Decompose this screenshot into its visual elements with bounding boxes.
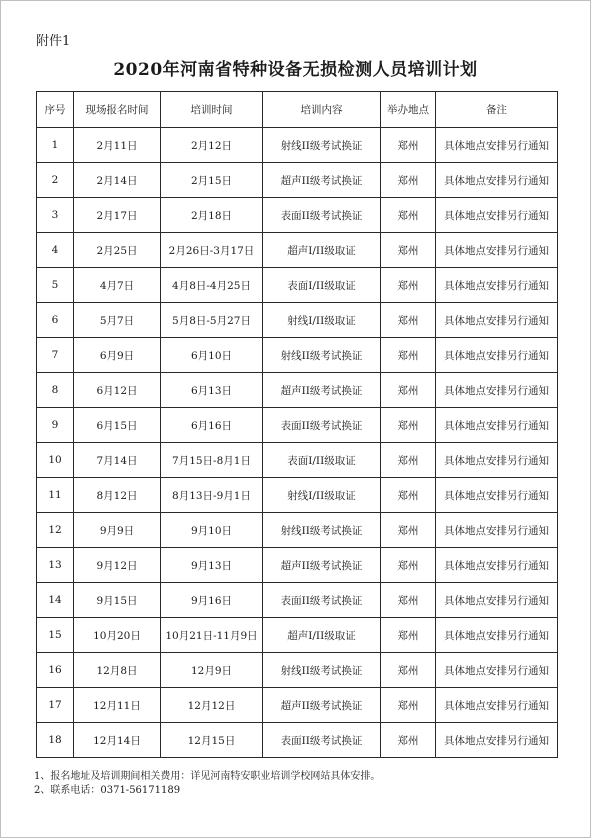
cell-training-content: 射线II级考试换证 bbox=[263, 653, 381, 688]
table-row bbox=[37, 548, 558, 583]
cell-remarks: 具体地点安排另行通知 bbox=[436, 338, 558, 373]
table-row bbox=[37, 653, 558, 688]
cell-location: 郑州 bbox=[381, 583, 436, 618]
cell-seq: 16 bbox=[37, 653, 74, 688]
cell-training-date: 2月26日-3月17日 bbox=[161, 233, 263, 268]
cell-training-content: 表面II级考试换证 bbox=[263, 408, 381, 443]
cell-location: 郑州 bbox=[381, 163, 436, 198]
cell-training-date: 12月15日 bbox=[161, 723, 263, 758]
table-row bbox=[37, 408, 558, 443]
cell-seq: 15 bbox=[37, 618, 74, 653]
cell-registration-date: 2月17日 bbox=[74, 198, 161, 233]
table-row bbox=[37, 688, 558, 723]
footnotes bbox=[34, 770, 380, 798]
header-seq: 序号 bbox=[37, 92, 74, 128]
table-row bbox=[37, 128, 558, 163]
cell-training-content: 超声II级考试换证 bbox=[263, 688, 381, 723]
cell-training-content: 表面II级考试换证 bbox=[263, 723, 381, 758]
cell-training-date: 2月15日 bbox=[161, 163, 263, 198]
cell-location: 郑州 bbox=[381, 408, 436, 443]
cell-training-content: 表面I/II级取证 bbox=[263, 268, 381, 303]
cell-registration-date: 12月11日 bbox=[74, 688, 161, 723]
document-title: 2020年河南省特种设备无损检测人员培训计划 bbox=[113, 60, 478, 80]
cell-remarks: 具体地点安排另行通知 bbox=[436, 548, 558, 583]
header-training-date: 培训时间 bbox=[161, 92, 263, 128]
cell-seq: 17 bbox=[37, 688, 74, 723]
cell-training-date: 5月8日-5月27日 bbox=[161, 303, 263, 338]
cell-training-content: 超声II级考试换证 bbox=[263, 548, 381, 583]
cell-training-date: 9月16日 bbox=[161, 583, 263, 618]
cell-location: 郑州 bbox=[381, 128, 436, 163]
cell-remarks: 具体地点安排另行通知 bbox=[436, 443, 558, 478]
cell-training-content: 超声I/II级取证 bbox=[263, 233, 381, 268]
header-location: 举办地点 bbox=[381, 92, 436, 128]
cell-registration-date: 8月12日 bbox=[74, 478, 161, 513]
cell-location: 郑州 bbox=[381, 443, 436, 478]
cell-registration-date: 2月14日 bbox=[74, 163, 161, 198]
cell-training-date: 6月13日 bbox=[161, 373, 263, 408]
table-row bbox=[37, 303, 558, 338]
cell-remarks: 具体地点安排另行通知 bbox=[436, 653, 558, 688]
cell-seq: 11 bbox=[37, 478, 74, 513]
cell-remarks: 具体地点安排另行通知 bbox=[436, 233, 558, 268]
cell-remarks: 具体地点安排另行通知 bbox=[436, 583, 558, 618]
cell-remarks: 具体地点安排另行通知 bbox=[436, 268, 558, 303]
cell-remarks: 具体地点安排另行通知 bbox=[436, 303, 558, 338]
footnote-2: 2、联系电话：0371-56171189 bbox=[34, 785, 181, 796]
table-row bbox=[37, 198, 558, 233]
cell-remarks: 具体地点安排另行通知 bbox=[436, 373, 558, 408]
cell-registration-date: 7月14日 bbox=[74, 443, 161, 478]
table-row bbox=[37, 513, 558, 548]
cell-location: 郑州 bbox=[381, 233, 436, 268]
cell-seq: 8 bbox=[37, 373, 74, 408]
cell-training-content: 射线II级考试换证 bbox=[263, 338, 381, 373]
cell-training-content: 射线II级考试换证 bbox=[263, 128, 381, 163]
header-remarks: 备注 bbox=[436, 92, 558, 128]
cell-training-content: 表面I/II级取证 bbox=[263, 443, 381, 478]
table-row bbox=[37, 723, 558, 758]
cell-training-date: 6月16日 bbox=[161, 408, 263, 443]
cell-training-date: 7月15日-8月1日 bbox=[161, 443, 263, 478]
cell-seq: 6 bbox=[37, 303, 74, 338]
cell-registration-date: 4月7日 bbox=[74, 268, 161, 303]
cell-training-content: 表面II级考试换证 bbox=[263, 583, 381, 618]
cell-remarks: 具体地点安排另行通知 bbox=[436, 688, 558, 723]
cell-seq: 18 bbox=[37, 723, 74, 758]
cell-remarks: 具体地点安排另行通知 bbox=[436, 408, 558, 443]
cell-remarks: 具体地点安排另行通知 bbox=[436, 478, 558, 513]
cell-location: 郑州 bbox=[381, 513, 436, 548]
table-row bbox=[37, 583, 558, 618]
cell-training-content: 超声II级考试换证 bbox=[263, 163, 381, 198]
cell-registration-date: 10月20日 bbox=[74, 618, 161, 653]
cell-training-date: 6月10日 bbox=[161, 338, 263, 373]
cell-registration-date: 9月9日 bbox=[74, 513, 161, 548]
cell-training-content: 超声II级考试换证 bbox=[263, 373, 381, 408]
cell-location: 郑州 bbox=[381, 653, 436, 688]
cell-registration-date: 6月9日 bbox=[74, 338, 161, 373]
cell-seq: 1 bbox=[37, 128, 74, 163]
cell-remarks: 具体地点安排另行通知 bbox=[436, 513, 558, 548]
cell-seq: 2 bbox=[37, 163, 74, 198]
cell-training-content: 射线II级考试换证 bbox=[263, 513, 381, 548]
cell-registration-date: 12月14日 bbox=[74, 723, 161, 758]
attachment-label: 附件1 bbox=[36, 34, 71, 49]
cell-seq: 3 bbox=[37, 198, 74, 233]
cell-remarks: 具体地点安排另行通知 bbox=[436, 198, 558, 233]
cell-seq: 10 bbox=[37, 443, 74, 478]
table-row bbox=[37, 618, 558, 653]
cell-seq: 4 bbox=[37, 233, 74, 268]
cell-registration-date: 9月15日 bbox=[74, 583, 161, 618]
cell-training-date: 4月8日-4月25日 bbox=[161, 268, 263, 303]
table-row bbox=[37, 233, 558, 268]
cell-training-content: 射线I/II级取证 bbox=[263, 478, 381, 513]
table-body bbox=[37, 128, 558, 758]
cell-location: 郑州 bbox=[381, 618, 436, 653]
table-row bbox=[37, 478, 558, 513]
cell-training-content: 超声I/II级取证 bbox=[263, 618, 381, 653]
cell-registration-date: 6月12日 bbox=[74, 373, 161, 408]
cell-training-date: 8月13日-9月1日 bbox=[161, 478, 263, 513]
cell-training-date: 12月12日 bbox=[161, 688, 263, 723]
cell-location: 郑州 bbox=[381, 723, 436, 758]
cell-training-date: 9月13日 bbox=[161, 548, 263, 583]
cell-seq: 12 bbox=[37, 513, 74, 548]
cell-registration-date: 12月8日 bbox=[74, 653, 161, 688]
table-row bbox=[37, 338, 558, 373]
cell-location: 郑州 bbox=[381, 688, 436, 723]
cell-location: 郑州 bbox=[381, 268, 436, 303]
cell-seq: 13 bbox=[37, 548, 74, 583]
cell-location: 郑州 bbox=[381, 548, 436, 583]
cell-seq: 5 bbox=[37, 268, 74, 303]
table-row bbox=[37, 163, 558, 198]
cell-location: 郑州 bbox=[381, 373, 436, 408]
cell-training-content: 表面II级考试换证 bbox=[263, 198, 381, 233]
cell-training-date: 2月18日 bbox=[161, 198, 263, 233]
cell-seq: 14 bbox=[37, 583, 74, 618]
cell-seq: 7 bbox=[37, 338, 74, 373]
cell-location: 郑州 bbox=[381, 303, 436, 338]
cell-training-date: 9月10日 bbox=[161, 513, 263, 548]
table-row bbox=[37, 443, 558, 478]
cell-registration-date: 9月12日 bbox=[74, 548, 161, 583]
cell-training-date: 2月12日 bbox=[161, 128, 263, 163]
table-row bbox=[37, 268, 558, 303]
table-header-row bbox=[37, 92, 558, 128]
cell-registration-date: 2月25日 bbox=[74, 233, 161, 268]
cell-remarks: 具体地点安排另行通知 bbox=[436, 163, 558, 198]
cell-location: 郑州 bbox=[381, 478, 436, 513]
table-row bbox=[37, 373, 558, 408]
cell-seq: 9 bbox=[37, 408, 74, 443]
header-training-content: 培训内容 bbox=[263, 92, 381, 128]
cell-training-date: 10月21日-11月9日 bbox=[161, 618, 263, 653]
cell-remarks: 具体地点安排另行通知 bbox=[436, 723, 558, 758]
cell-registration-date: 5月7日 bbox=[74, 303, 161, 338]
cell-location: 郑州 bbox=[381, 338, 436, 373]
header-registration-date: 现场报名时间 bbox=[74, 92, 161, 128]
cell-registration-date: 2月11日 bbox=[74, 128, 161, 163]
cell-remarks: 具体地点安排另行通知 bbox=[436, 128, 558, 163]
training-plan-table bbox=[36, 91, 558, 758]
cell-remarks: 具体地点安排另行通知 bbox=[436, 618, 558, 653]
cell-training-content: 射线I/II级取证 bbox=[263, 303, 381, 338]
cell-location: 郑州 bbox=[381, 198, 436, 233]
footnote-1: 1、报名地址及培训期间相关费用：详见河南特安职业培训学校网站具体安排。 bbox=[34, 771, 381, 782]
cell-training-date: 12月9日 bbox=[161, 653, 263, 688]
cell-registration-date: 6月15日 bbox=[74, 408, 161, 443]
